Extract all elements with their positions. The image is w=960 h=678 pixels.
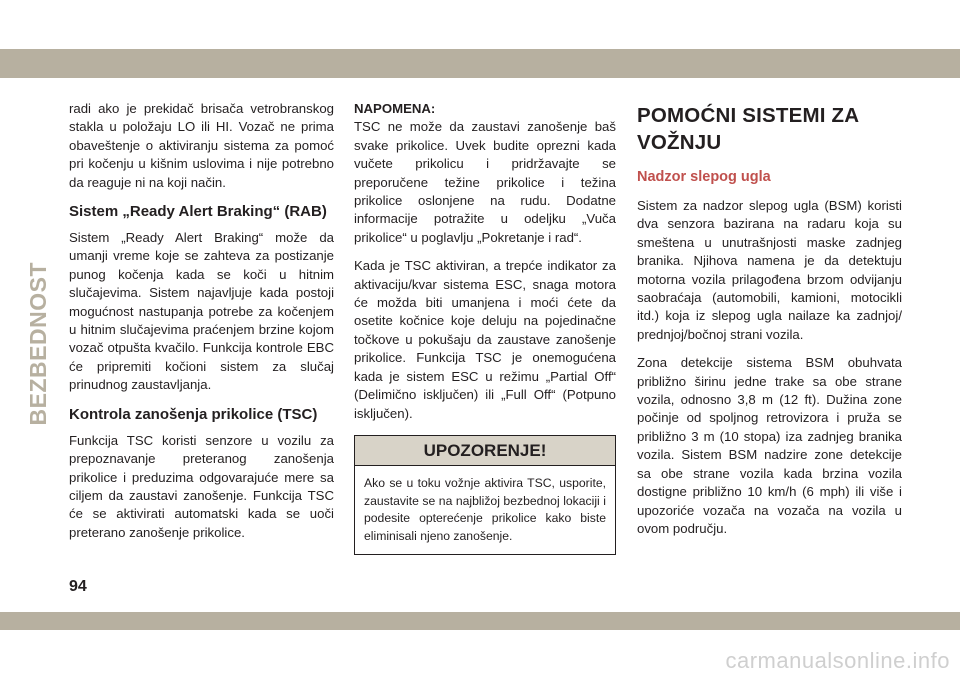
paragraph: Kada je TSC aktiviran, a trepće indikator za aktivaciju/kvar sistema ESC, snaga motora će možda biti umanjena i moći ćete da osetite kočnice koje deluju na pojedinačne točkove u pokušaju da zaustave zanošenje prikolice. Funkcija TSC je onemogućena kada je sistem ESC u režimu „Partial Off“ (Delimično isključen) ili „Full Off“ (Potpuno isključen). [354, 258, 616, 421]
paragraph: Sistem „Ready Alert Braking“ može da umanji vreme koje se zahteva za postizanje punog kočenja kada se koči u hitnim slučajevima. Sistem najavljuje kada postoji mogućnost nastupanja potrebe za kočenjem u hitnim slučajevima praćenjem brzine kojom vozač otpušta kvačilo. Funkcija kontrole EBC će pripremiti kočioni sistem za slučaj prinudnog zaustavljanja. [69, 230, 334, 393]
heading-rab: Sistem „Ready Alert Braking“ (RAB) [69, 203, 327, 221]
column-right [637, 100, 902, 548]
paragraph: Sistem za nadzor slepog ugla (BSM) koristi dva senzora bazirana na radaru koja su smeštena u unutrašnjosti maske zadnjeg branika. Njihova namena je da detektuju motorna vozila prilagođena brzom odvijanju saobraćaja (automobili, kamioni, motocikli itd.) koja iz slepog ugla nailaze ka zadnjoj/ prednjoj/bočnoj strani vozila. [637, 198, 902, 342]
chapter-side-label [25, 262, 51, 426]
top-margin [0, 0, 960, 49]
note-title: NAPOMENA: [354, 101, 436, 116]
paragraph: radi ako je prekidač brisača vetrobranskog stakla u položaju LO ili HI. Vozač ne prima obaveštenje o aktiviranju sistema za pomoć pri kočenju u kišnim uslovima i nije potrebno da reaguje ni na koji način. [69, 101, 334, 190]
column-middle [354, 100, 616, 555]
note-text: TSC ne može da zaustavi zanošenje baš svake prikolice. Uvek budite oprezni kada vučete prikolicu i pridržavajte se preporučene težine prikolice i težina prikolice oslonjene na rudu. Dodatne informacije potražite u odeljku „Vuča prikolice“ u poglavlju „Pokretanje i rad“. [354, 119, 616, 245]
page-number: 94 [69, 578, 87, 595]
paragraph: Funkcija TSC koristi senzore u vozilu za prepoznavanje preteranog zanošenja prikolice i preduzima odgovarajuće mere sa ciljem da zaustavi zanošenje. Funkcija TSC će se aktivirati automatski kada se uoči preterano zanošenje prikolice. [69, 432, 334, 540]
column-left [69, 100, 334, 552]
warning-title: UPOZORENJE! [355, 436, 615, 466]
footer-band [0, 612, 960, 630]
warning-box [354, 435, 616, 555]
warning-text: Ako se u toku vožnje aktivira TSC, usporite, zaustavite se na najbližoj bezbednoj lokaciji i podesite opterećenje prikolice kako biste eliminisali njeno zanošenje. [364, 476, 606, 543]
paragraph: Zona detekcije sistema BSM obuhvata približno širinu jedne trake sa obe strane vozila, odnosno 3,8 m (12 ft). Dužina zone počinje od spoljnog retrovizora i pruža se približno 3 m (10 stopa) iza zadnjeg branika vozila. Sistem BSM nadzire zone detekcije sa obe strane vozila kada brzina vozila dostigne približno 10 km/h (6 mph) ili više i upozoriće vozača na vozača na vozila u ovom području. [637, 355, 902, 536]
section-title: POMOĆNI SISTEMI ZA VOŽNJU [637, 104, 859, 154]
heading-tsc: Kontrola zanošenja prikolice (TSC) [69, 405, 318, 423]
chapter-side-label-text: BEZBEDNOST [25, 262, 51, 426]
watermark: carmanualsonline.info [725, 648, 950, 673]
subheading-bsm: Nadzor slepog ugla [637, 169, 771, 185]
header-band [0, 49, 960, 78]
